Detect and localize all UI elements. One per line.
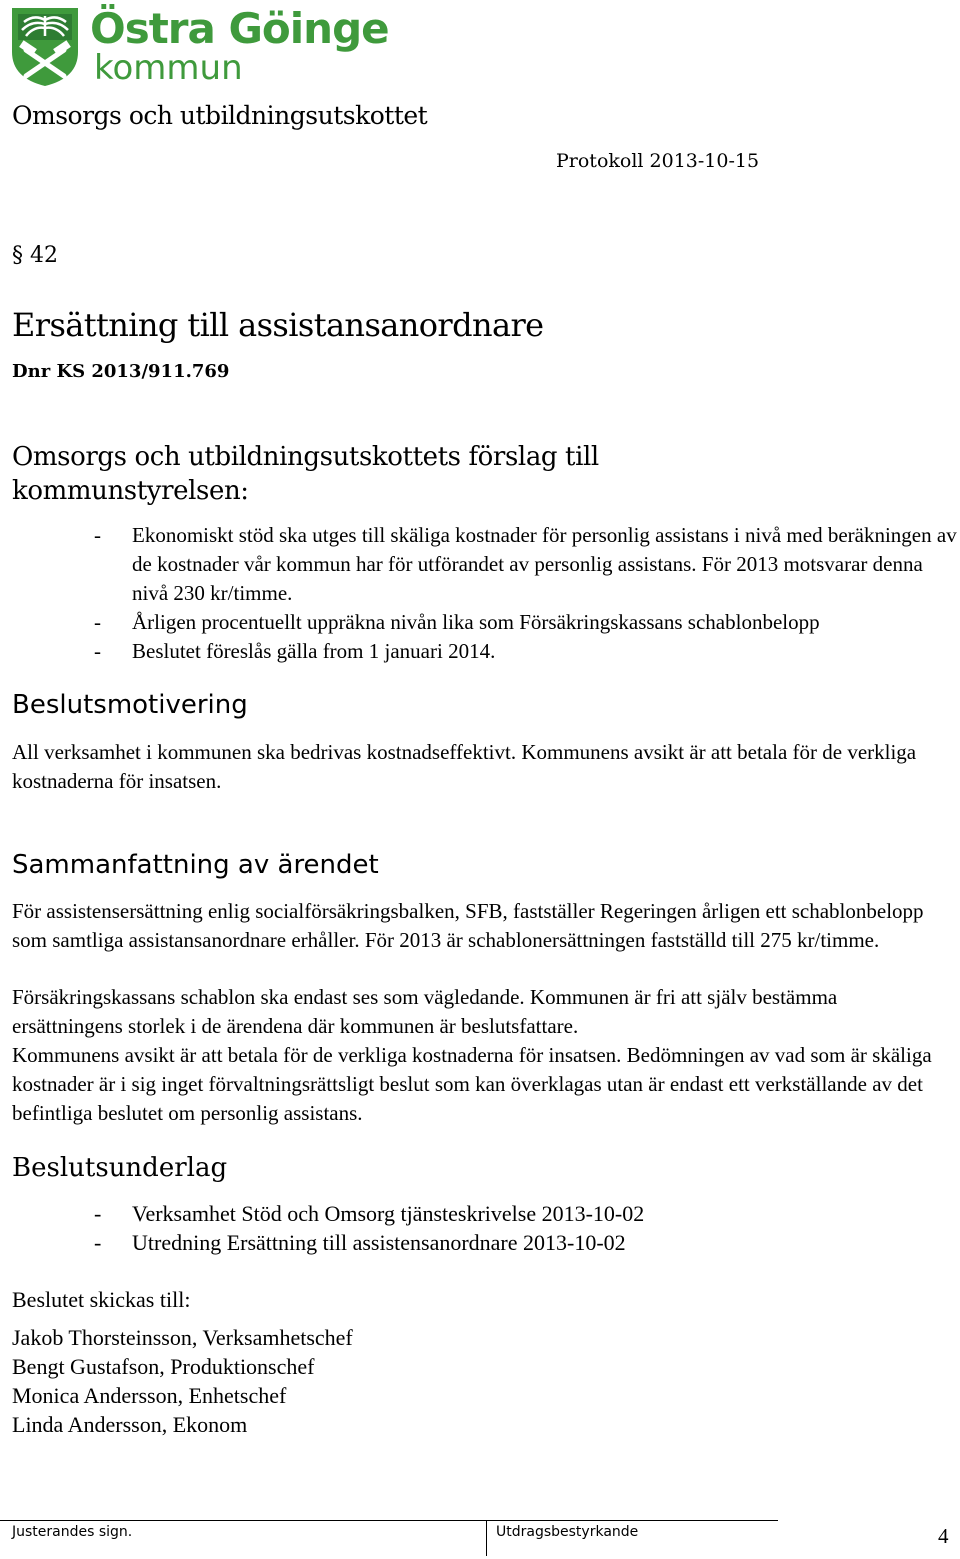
list-item-text: Beslutet föreslås gälla from 1 januari 2014. (132, 639, 496, 663)
list-item (12, 608, 960, 637)
proposal-list (12, 521, 960, 666)
page-number: 4 (938, 1524, 949, 1548)
coat-of-arms-icon (10, 6, 80, 88)
footer-column-divider (486, 1520, 487, 1556)
recipient-list (12, 1323, 353, 1439)
dash-bullet: - (94, 1201, 102, 1226)
list-item (12, 1228, 912, 1257)
summary-paragraph-1: För assistensersättning enlig socialförsäkringsbalken, SFB, fastställer Regeringen årligen ett schablonbelopp som samtliga assistansanordnare erhåller. För 2013 är schablonersättningen fastställd till 275 kr/timme. (12, 899, 924, 952)
extract-certification-label: Utdragsbestyrkande (496, 1524, 639, 1540)
paragraph-number: § 42 (12, 243, 58, 268)
page-title: Ersättning till assistansanordnare (12, 306, 544, 344)
dash-bullet: - (94, 523, 101, 547)
list-item-text: Ekonomiskt stöd ska utges till skäliga kostnader för personlig assistans i nivå med beräkningen av de kostnader vår kommun har för utförandet av personlig assistans. För 2013 motsvarar denna nivå 230 kr/timme. (132, 523, 957, 605)
recipient: Linda Andersson, Ekonom (12, 1412, 248, 1437)
signature-label: Justerandes sign. (12, 1524, 133, 1540)
list-item-text: Årligen procentuellt uppräkna nivån lika som Försäkringskassans schablonbelopp (132, 610, 820, 634)
list-item-text: Verksamhet Stöd och Omsorg tjänsteskrivelse 2013-10-02 (132, 1201, 645, 1226)
municipality-logo (10, 4, 389, 88)
recipient: Monica Andersson, Enhetschef (12, 1383, 287, 1408)
case-number: Dnr KS 2013/911.769 (12, 361, 230, 382)
footer-divider (0, 1520, 778, 1521)
list-item (12, 521, 960, 608)
recipient: Jakob Thorsteinsson, Verksamhetschef (12, 1325, 353, 1350)
logo-name: Östra Göinge (90, 4, 389, 53)
list-item-text: Utredning Ersättning till assistensanordnare 2013-10-02 (132, 1230, 626, 1255)
list-item (12, 637, 960, 666)
distribution-label: Beslutet skickas till: (12, 1287, 191, 1312)
logo-subtitle: kommun (94, 48, 243, 88)
list-item (12, 1199, 912, 1228)
motivation-heading: Beslutsmotivering (12, 690, 248, 720)
motivation-text: All verksamhet i kommunen ska bedrivas kostnadseffektivt. Kommunens avsikt är att betala för de verkliga kostnaderna för insatsen. (12, 740, 917, 793)
proposal-heading: Omsorgs och utbildningsutskottets förslag till kommunstyrelsen: (12, 442, 599, 506)
summary-paragraph-2: Försäkringskassans schablon ska endast ses som vägledande. Kommunen är fri att själv bestämma ersättningens storlek i de ärendena där kommunen är beslutsfattare. (12, 985, 838, 1038)
recipient: Bengt Gustafson, Produktionschef (12, 1354, 315, 1379)
dash-bullet: - (94, 1230, 102, 1255)
dash-bullet: - (94, 639, 101, 663)
basis-list (12, 1199, 912, 1257)
committee-name: Omsorgs och utbildningsutskottet (12, 101, 428, 130)
dash-bullet: - (94, 610, 101, 634)
summary-paragraph-3: Kommunens avsikt är att betala för de verkliga kostnaderna för insatsen. Bedömningen av vad som är skäliga kostnader är i sig inget förvaltningsrättsligt beslut som kan överklagas utan är endast ett verkställande av det befintliga beslutet om personlig assistans. (12, 1043, 932, 1125)
basis-heading: Beslutsunderlag (12, 1153, 228, 1183)
protocol-date: Protokoll 2013-10-15 (556, 150, 760, 172)
summary-heading: Sammanfattning av ärendet (12, 850, 379, 880)
